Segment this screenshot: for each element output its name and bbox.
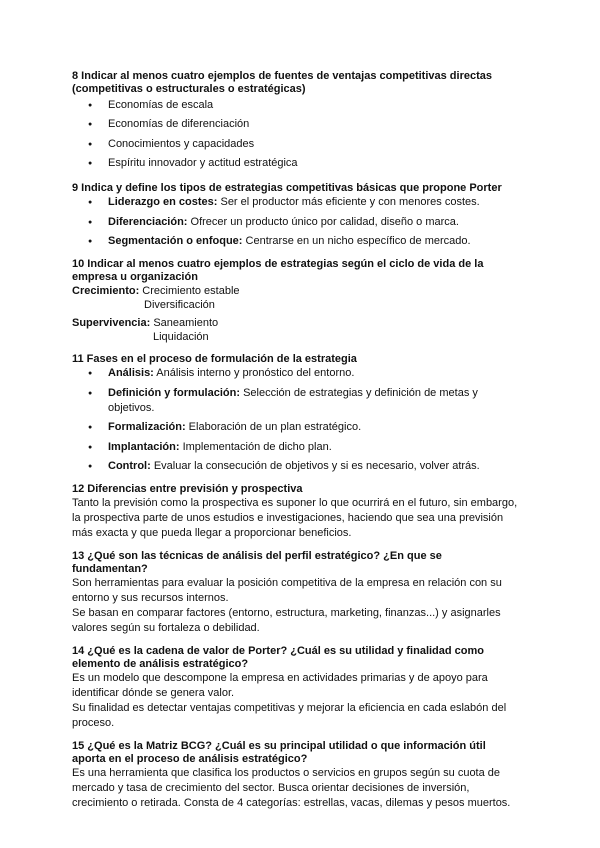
- list-item: [72, 195, 520, 210]
- list-item-desc: Ofrecer un producto único por calidad, diseño o marca.: [187, 215, 459, 228]
- question-8: [72, 70, 520, 173]
- group-item: Crecimiento estable: [139, 285, 240, 298]
- list-item-desc: Elaboración de un plan estratégico.: [185, 421, 362, 434]
- answer-paragraph: Tanto la previsión como la prospectiva es suponer lo que ocurrirá en el futuro, sin embargo, la prospectiva parte de unos estudios e investigaciones, haciendo que sea una previsión más exacta y que pueda llegar a proporcionar beneficios.: [72, 497, 518, 540]
- question-15: [72, 740, 520, 811]
- group-item: Saneamiento: [150, 317, 219, 330]
- list-item-term: Segmentación o enfoque:: [108, 235, 243, 248]
- question-title: 12 Diferencias entre previsión y prospectiva: [72, 483, 303, 496]
- list-item-term: Implantación:: [108, 440, 180, 453]
- question-13: [72, 550, 520, 636]
- answer-paragraph: Su finalidad es detectar ventajas competitivas y mejorar la eficiencia en cada eslabón del proceso.: [72, 702, 507, 730]
- list-item: [72, 440, 520, 455]
- question-12: [72, 483, 520, 541]
- question-title: 15 ¿Qué es la Matriz BCG? ¿Cuál es su principal utilidad o que información útil aporta en el proceso de análisis estratégico?: [72, 740, 486, 766]
- answer-paragraph: Es una herramienta que clasifica los productos o servicios en grupos según su cuota de mercado y tasa de crecimiento del sector. Busca orientar decisiones de inversión, crecimiento o retirada. Consta de 4 categorías: estrellas, vacas, dilemas y pesos muertos.: [72, 767, 511, 810]
- list-item-desc: Selección de estrategias y definición de metas y objetivos.: [108, 386, 478, 414]
- list-item: [72, 215, 520, 230]
- list-item: [72, 459, 520, 474]
- bullet-list: [72, 195, 520, 249]
- group-label: Crecimiento:: [72, 285, 140, 298]
- list-item-term: Control:: [108, 460, 151, 473]
- list-item: [72, 386, 520, 416]
- list-item-term: Formalización:: [108, 421, 186, 434]
- answer-paragraph: Son herramientas para evaluar la posición competitiva de la empresa en relación con su entorno y sus recursos internos.: [72, 577, 502, 605]
- question-10: [72, 258, 520, 344]
- answer-paragraph: Se basan en comparar factores (entorno, estructura, marketing, finanzas...) y asignarles valores según su fortaleza o debilidad.: [72, 607, 501, 635]
- list-item: ● Economías de diferenciación: [72, 115, 520, 134]
- bullet-list: [72, 366, 520, 474]
- question-title: 11 Fases en el proceso de formulación de la estrategia: [72, 353, 357, 366]
- question-11: [72, 353, 520, 474]
- question-title: 14 ¿Qué es la cadena de valor de Porter? ¿Cuál es su utilidad y finalidad como elemento de análisis estratégico?: [72, 645, 485, 671]
- list-item-term: Análisis:: [108, 367, 154, 380]
- bullet-list: [72, 96, 520, 173]
- list-item: ● Conocimientos y capacidades: [72, 135, 520, 154]
- group-item: Liquidación: [153, 331, 209, 344]
- question-title: 9 Indica y define los tipos de estrategias competitivas básicas que propone Porter: [72, 182, 502, 195]
- list-item-term: Definición y formulación:: [108, 386, 241, 399]
- list-item-desc: Centrarse en un nicho específico de mercado.: [242, 235, 471, 248]
- strategy-group-survival: [72, 316, 520, 344]
- list-item-term: Diferenciación:: [108, 215, 188, 228]
- group-item: Diversificación: [144, 299, 215, 312]
- question-9: [72, 182, 520, 249]
- question-14: [72, 645, 520, 731]
- list-item-desc: Evaluar la consecución de objetivos y si es necesario, volver atrás.: [150, 460, 480, 473]
- question-title: 10 Indicar al menos cuatro ejemplos de estrategias según el ciclo de vida de la empresa u organización: [72, 258, 484, 284]
- list-item-desc: Análisis interno y pronóstico del entorno.: [153, 367, 355, 380]
- group-label: Supervivencia:: [72, 317, 151, 330]
- list-item-term: Liderazgo en costes:: [108, 196, 218, 209]
- list-item: ● Economías de escala: [72, 96, 520, 115]
- list-item: [72, 366, 520, 381]
- list-item: ● Espíritu innovador y actitud estratégica: [72, 154, 520, 173]
- list-item: [72, 420, 520, 435]
- strategy-group-growth: [72, 284, 520, 312]
- answer-paragraph: Es un modelo que descompone la empresa en actividades primarias y de apoyo para identificar dónde se genera valor.: [72, 672, 488, 700]
- list-item-desc: Ser el productor más eficiente y con menores costes.: [217, 196, 480, 209]
- list-item-desc: Implementación de dicho plan.: [179, 440, 332, 453]
- question-title: 8 Indicar al menos cuatro ejemplos de fuentes de ventajas competitivas directas (competitivas o estructurales o estratégicas): [72, 70, 492, 95]
- list-item: [72, 234, 520, 249]
- question-title: 13 ¿Qué son las técnicas de análisis del perfil estratégico? ¿En que se fundamentan?: [72, 550, 442, 576]
